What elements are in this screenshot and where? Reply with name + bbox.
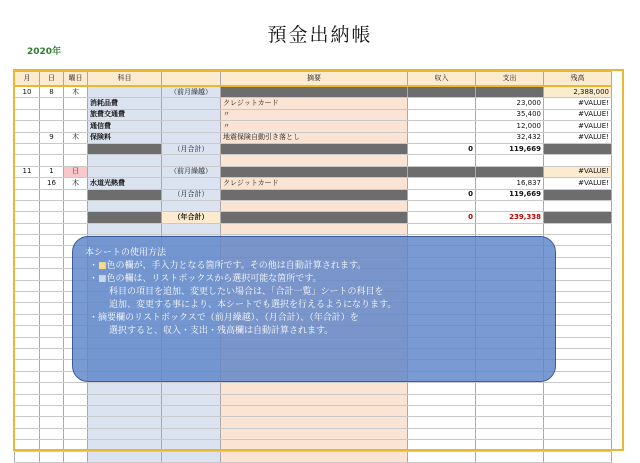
header-day: 日	[40, 71, 64, 86]
cell-balance[interactable]	[544, 200, 612, 211]
note-bullet-3: ・摘要欄のリストボックスで（前月繰越）、（月合計）、（年合計）を	[89, 313, 359, 323]
cell-expense[interactable]: 239,338	[476, 212, 544, 223]
cell-day[interactable]	[40, 417, 64, 428]
cell-month[interactable]	[15, 212, 40, 223]
cell-month[interactable]	[15, 371, 40, 382]
cell-summary[interactable]	[221, 440, 408, 451]
cell-month[interactable]	[15, 98, 40, 109]
cell-balance[interactable]	[544, 143, 612, 154]
cell-weekday[interactable]: 木	[64, 178, 88, 189]
table-row	[15, 417, 612, 428]
cell-month[interactable]: 10	[15, 86, 40, 98]
cell-income[interactable]	[408, 428, 476, 439]
cell-month[interactable]	[15, 178, 40, 189]
blue-square-icon: ■	[98, 274, 107, 284]
cell-balance[interactable]	[544, 189, 612, 200]
note-bullet-2-line-2: 科目の項目を追加、変更したい場合は、「合計一覧」シートの科目を	[109, 287, 384, 297]
cell-month[interactable]	[15, 246, 40, 257]
table-row	[15, 121, 612, 132]
cell-weekday[interactable]	[64, 143, 88, 154]
cell-catsub[interactable]	[162, 178, 221, 189]
cell-day[interactable]	[40, 314, 64, 325]
cell-expense[interactable]: 35,400	[476, 109, 544, 120]
cell-day[interactable]	[40, 405, 64, 416]
cell-balance[interactable]: #VALUE!	[544, 178, 612, 189]
cell-day[interactable]	[40, 348, 64, 359]
cell-expense[interactable]: 119,669	[476, 189, 544, 200]
cell-weekday[interactable]	[64, 405, 88, 416]
cell-income[interactable]	[408, 383, 476, 394]
header-category: 科目	[88, 71, 162, 86]
cell-catsub[interactable]	[162, 109, 221, 120]
table-row	[15, 394, 612, 405]
cell-balance[interactable]: 2,388,000	[544, 86, 612, 98]
table-row	[15, 155, 612, 166]
cell-month[interactable]: 11	[15, 166, 40, 177]
cell-catsub[interactable]	[162, 121, 221, 132]
cell-summary[interactable]	[221, 189, 408, 200]
cell-cat[interactable]: 旅費交通費	[88, 109, 162, 120]
cell-income[interactable]: 0	[408, 212, 476, 223]
cell-expense[interactable]	[476, 200, 544, 211]
cell-balance[interactable]	[544, 428, 612, 439]
cell-summary[interactable]: 地震保険自動引き落とし	[221, 132, 408, 143]
table-row	[15, 109, 612, 120]
cell-month[interactable]	[15, 269, 40, 280]
cell-day[interactable]: 1	[40, 166, 64, 177]
cell-cat[interactable]	[88, 143, 162, 154]
cell-expense[interactable]	[476, 451, 544, 462]
cell-income[interactable]	[408, 451, 476, 462]
cell-day[interactable]	[40, 121, 64, 132]
cell-catsub[interactable]	[162, 394, 221, 405]
cell-weekday[interactable]	[64, 451, 88, 462]
cell-balance[interactable]	[544, 383, 612, 394]
cell-cat[interactable]	[88, 166, 162, 177]
cell-day[interactable]	[40, 451, 64, 462]
table-row	[15, 189, 612, 200]
cell-catsub[interactable]	[162, 155, 221, 166]
cell-cat[interactable]	[88, 155, 162, 166]
cell-expense[interactable]	[476, 86, 544, 98]
cell-expense[interactable]: 16,837	[476, 178, 544, 189]
cell-summary[interactable]	[221, 86, 408, 98]
cell-income[interactable]: 0	[408, 189, 476, 200]
cell-month[interactable]	[15, 200, 40, 211]
cell-catsub[interactable]	[162, 200, 221, 211]
cell-weekday[interactable]	[64, 155, 88, 166]
cell-catsub[interactable]	[162, 428, 221, 439]
cell-cat[interactable]	[88, 383, 162, 394]
cell-day[interactable]	[40, 326, 64, 337]
cell-summary[interactable]	[221, 212, 408, 223]
table-row	[15, 132, 612, 143]
cell-cat[interactable]: 消耗品費	[88, 98, 162, 109]
table-row	[15, 178, 612, 189]
cell-catsub[interactable]	[162, 405, 221, 416]
cell-income[interactable]	[408, 178, 476, 189]
cell-weekday[interactable]	[64, 200, 88, 211]
cell-balance[interactable]	[544, 223, 612, 234]
cell-summary[interactable]	[221, 155, 408, 166]
cell-catsub[interactable]	[162, 98, 221, 109]
cell-summary[interactable]: クレジットカード	[221, 178, 408, 189]
cell-summary[interactable]	[221, 166, 408, 177]
cell-summary[interactable]	[221, 143, 408, 154]
table-row	[15, 86, 612, 98]
cell-month[interactable]	[15, 405, 40, 416]
cell-day[interactable]	[40, 109, 64, 120]
table-row	[15, 383, 612, 394]
cell-day[interactable]	[40, 383, 64, 394]
cell-month[interactable]	[15, 440, 40, 451]
table-row	[15, 428, 612, 439]
cell-expense[interactable]: 119,669	[476, 143, 544, 154]
table-row	[15, 451, 612, 462]
cell-summary[interactable]	[221, 428, 408, 439]
cell-month[interactable]	[15, 132, 40, 143]
cell-expense[interactable]	[476, 394, 544, 405]
cell-day[interactable]	[40, 292, 64, 303]
cell-weekday[interactable]	[64, 417, 88, 428]
cell-month[interactable]	[15, 303, 40, 314]
cell-expense[interactable]	[476, 166, 544, 177]
cell-day[interactable]	[40, 257, 64, 268]
cell-balance[interactable]	[544, 405, 612, 416]
cell-expense[interactable]: 23,000	[476, 98, 544, 109]
header-balance: 残高	[544, 71, 612, 86]
cell-balance[interactable]: #VALUE!	[544, 166, 612, 177]
cell-catsub[interactable]	[162, 132, 221, 143]
cell-day[interactable]	[40, 280, 64, 291]
cell-day[interactable]	[40, 212, 64, 223]
cell-day[interactable]	[40, 189, 64, 200]
cell-day[interactable]	[40, 269, 64, 280]
cell-balance[interactable]	[544, 394, 612, 405]
table-row	[15, 200, 612, 211]
cell-month[interactable]	[15, 383, 40, 394]
cell-catsub[interactable]: （前月繰越）	[162, 166, 221, 177]
cell-cat[interactable]	[88, 86, 162, 98]
cell-balance[interactable]: #VALUE!	[544, 109, 612, 120]
cell-weekday[interactable]	[64, 189, 88, 200]
cell-catsub[interactable]: （年合計）	[162, 212, 221, 223]
cell-weekday[interactable]	[64, 98, 88, 109]
cell-income[interactable]	[408, 155, 476, 166]
cell-day[interactable]	[40, 200, 64, 211]
cell-day[interactable]: 9	[40, 132, 64, 143]
cell-cat[interactable]	[88, 189, 162, 200]
cell-income[interactable]	[408, 440, 476, 451]
cell-income[interactable]	[408, 121, 476, 132]
note-bullet-3-line-2: 選択すると、収入・支出・残高欄は自動計算されます。	[109, 326, 334, 336]
cell-cat[interactable]	[88, 212, 162, 223]
cell-day[interactable]	[40, 303, 64, 314]
cell-cat[interactable]	[88, 451, 162, 462]
cell-summary[interactable]	[221, 417, 408, 428]
cell-expense[interactable]: 32,432	[476, 132, 544, 143]
cell-weekday[interactable]	[64, 223, 88, 234]
cell-summary[interactable]	[221, 394, 408, 405]
cell-day[interactable]	[40, 394, 64, 405]
cell-month[interactable]	[15, 360, 40, 371]
cell-month[interactable]	[15, 257, 40, 268]
cell-day[interactable]	[40, 246, 64, 257]
cell-summary[interactable]	[221, 405, 408, 416]
cell-summary[interactable]	[221, 200, 408, 211]
note-heading: 本シートの使用方法	[85, 248, 167, 258]
cell-balance[interactable]: #VALUE!	[544, 132, 612, 143]
table-row	[15, 143, 612, 154]
cell-expense[interactable]	[476, 155, 544, 166]
cell-summary[interactable]: クレジットカード	[221, 98, 408, 109]
header-month: 月	[15, 71, 40, 86]
cell-summary[interactable]	[221, 383, 408, 394]
cell-day[interactable]: 8	[40, 86, 64, 98]
cell-weekday[interactable]	[64, 440, 88, 451]
cell-cat[interactable]	[88, 440, 162, 451]
cell-catsub[interactable]: （前月繰越）	[162, 86, 221, 98]
cell-cat[interactable]	[88, 223, 162, 234]
header-category-sub	[162, 71, 221, 86]
cell-expense[interactable]: 12,000	[476, 121, 544, 132]
cell-income[interactable]	[408, 109, 476, 120]
cell-balance[interactable]	[544, 212, 612, 223]
cell-day[interactable]	[40, 235, 64, 246]
cell-month[interactable]	[15, 292, 40, 303]
cell-income[interactable]	[408, 166, 476, 177]
cell-income[interactable]	[408, 132, 476, 143]
yellow-square-icon: ■	[98, 261, 107, 271]
cell-day[interactable]	[40, 360, 64, 371]
cell-day[interactable]	[40, 440, 64, 451]
cell-summary[interactable]	[221, 223, 408, 234]
cell-cat[interactable]	[88, 394, 162, 405]
cell-month[interactable]	[15, 451, 40, 462]
year-label: 2020年	[27, 47, 62, 57]
cell-month[interactable]	[15, 109, 40, 120]
cell-balance[interactable]: #VALUE!	[544, 98, 612, 109]
cell-catsub[interactable]	[162, 383, 221, 394]
cell-catsub[interactable]	[162, 417, 221, 428]
cell-cat[interactable]: 水道光熱費	[88, 178, 162, 189]
cell-month[interactable]	[15, 314, 40, 325]
table-row	[15, 440, 612, 451]
usage-note-box	[72, 236, 556, 382]
cell-expense[interactable]	[476, 428, 544, 439]
cell-catsub[interactable]: （月合計）	[162, 143, 221, 154]
note-bullet-2-line-3: 追加、変更する事により、本シートでも選択を行えるようになります。	[109, 300, 397, 310]
cell-month[interactable]	[15, 155, 40, 166]
cell-weekday[interactable]: 木	[64, 132, 88, 143]
cell-weekday[interactable]	[64, 383, 88, 394]
table-row	[15, 223, 612, 234]
cell-balance[interactable]	[544, 155, 612, 166]
cell-income[interactable]	[408, 417, 476, 428]
cell-day[interactable]: 16	[40, 178, 64, 189]
cell-month[interactable]	[15, 189, 40, 200]
cell-income[interactable]	[408, 98, 476, 109]
cell-weekday[interactable]	[64, 212, 88, 223]
table-row	[15, 405, 612, 416]
cell-income[interactable]	[408, 200, 476, 211]
page-title: 預金出納帳	[267, 24, 373, 46]
cell-day[interactable]	[40, 337, 64, 348]
table-row	[15, 98, 612, 109]
cell-month[interactable]	[15, 417, 40, 428]
cell-month[interactable]	[15, 348, 40, 359]
cell-cat[interactable]	[88, 428, 162, 439]
note-bullet-2: ・■色の欄は、リストボックスから選択可能な箇所です。	[89, 274, 322, 284]
cell-income[interactable]	[408, 223, 476, 234]
cell-cat[interactable]	[88, 200, 162, 211]
cell-weekday[interactable]	[64, 109, 88, 120]
cell-day[interactable]	[40, 98, 64, 109]
cell-weekday[interactable]: 日	[64, 166, 88, 177]
cell-income[interactable]	[408, 405, 476, 416]
table-row	[15, 166, 612, 177]
cell-weekday[interactable]	[64, 394, 88, 405]
cell-income[interactable]: 0	[408, 143, 476, 154]
header-weekday: 曜日	[64, 71, 88, 86]
header-summary: 摘要	[221, 71, 408, 86]
cell-expense[interactable]	[476, 383, 544, 394]
cell-month[interactable]	[15, 428, 40, 439]
cell-expense[interactable]	[476, 417, 544, 428]
cell-weekday[interactable]	[64, 121, 88, 132]
header-row	[15, 71, 612, 86]
cell-balance[interactable]	[544, 440, 612, 451]
cell-expense[interactable]	[476, 440, 544, 451]
cell-summary[interactable]	[221, 451, 408, 462]
cell-cat[interactable]: 通信費	[88, 121, 162, 132]
cell-weekday[interactable]	[64, 428, 88, 439]
cell-cat[interactable]: 保険料	[88, 132, 162, 143]
cell-income[interactable]	[408, 394, 476, 405]
cell-income[interactable]	[408, 86, 476, 98]
cell-weekday[interactable]: 木	[64, 86, 88, 98]
cell-balance[interactable]	[544, 417, 612, 428]
cell-summary[interactable]: 〃	[221, 109, 408, 120]
cell-month[interactable]	[15, 326, 40, 337]
cell-day[interactable]	[40, 155, 64, 166]
cell-month[interactable]	[15, 143, 40, 154]
cell-balance[interactable]: #VALUE!	[544, 121, 612, 132]
cell-month[interactable]	[15, 223, 40, 234]
cell-balance[interactable]	[544, 451, 612, 462]
cell-catsub[interactable]	[162, 440, 221, 451]
cell-month[interactable]	[15, 337, 40, 348]
cell-expense[interactable]	[476, 405, 544, 416]
cell-month[interactable]	[15, 235, 40, 246]
cell-month[interactable]	[15, 394, 40, 405]
cell-day[interactable]	[40, 371, 64, 382]
cell-day[interactable]	[40, 143, 64, 154]
cell-day[interactable]	[40, 223, 64, 234]
cell-catsub[interactable]	[162, 451, 221, 462]
header-income: 収入	[408, 71, 476, 86]
table-row	[15, 212, 612, 223]
cell-month[interactable]	[15, 280, 40, 291]
cell-catsub[interactable]	[162, 223, 221, 234]
note-bullet-1: ・■色の欄が、手入力となる箇所です。その他は自動計算されます。	[89, 261, 367, 271]
cell-day[interactable]	[40, 428, 64, 439]
cell-cat[interactable]	[88, 417, 162, 428]
header-expense: 支出	[476, 71, 544, 86]
cell-cat[interactable]	[88, 405, 162, 416]
cell-month[interactable]	[15, 121, 40, 132]
cell-summary[interactable]: 〃	[221, 121, 408, 132]
cell-catsub[interactable]: （月合計）	[162, 189, 221, 200]
cell-expense[interactable]	[476, 223, 544, 234]
